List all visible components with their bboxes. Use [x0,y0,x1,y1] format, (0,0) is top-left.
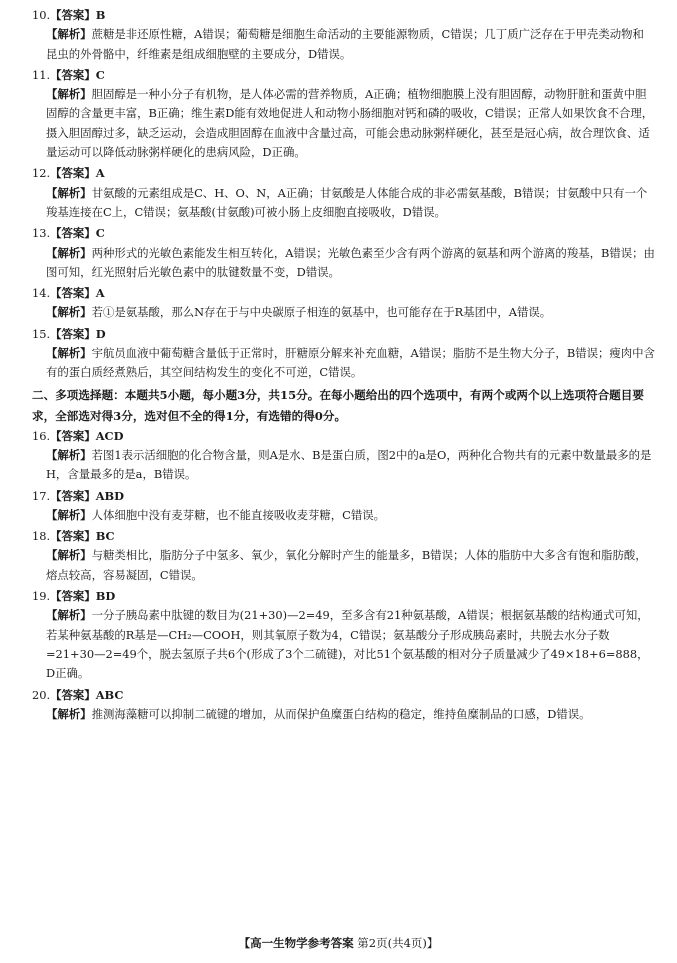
answer-label: 【答案】C [50,67,105,82]
analysis-text: 一分子胰岛素中肽键的数目为(21+30)—2=49，至多含有21种氨基酸，A错误；根据氨基酸的结构通式可知，若某种氨基酸的R基是—CH₂—COOH，则其氧原子数为4，C错误；氨基酸分子形成胰岛素时，共脱去水分子数=21+30—2=49个，脱去氢原子共6个(形成了3个二硫键)，对比51个氨基酸的相对分子质量减少了49×18+6=888，D正确。 [46,608,649,681]
analysis: 【解析】两种形式的光敏色素能发生相互转化，A错误；光敏色素至少含有两个游离的氨基和两个游离的羧基，B错误；由图可知，红光照射后光敏色素中的肽键数量不变，D错误。 [46,245,655,279]
analysis: 【解析】与糖类相比，脂肪分子中氢多、氧少，氧化分解时产生的能量多，B错误；人体的脂肪中大多含有饱和脂肪酸，熔点较高，容易凝固，C错误。 [46,548,647,582]
question-number: 19. [32,589,51,604]
analysis-text: 宇航员血液中葡萄糖含量低于正常时，肝糖原分解来补充血糖，A错误；脂肪不是生物大分子，B错误；瘦肉中含有的蛋白质经煮熟后，其空间结构发生的变化不可逆，C错误。 [46,346,655,380]
question-number: 14. [32,286,51,301]
question-number: 16. [32,428,51,443]
footer-page-number: 第2页(共4页)】 [357,936,439,950]
analysis-text: 甘氨酸的元素组成是C、H、O、N，A正确；甘氨酸是人体能合成的非必需氨基酸，B错误；甘氨酸中只有一个羧基连接在C上，C错误；氨基酸(甘氨酸)可被小肠上皮细胞直接吸收，D错误。 [46,185,648,219]
question-15 [32,325,655,383]
analysis-text: 与糖类相比，脂肪分子中氢多、氧少，氧化分解时产生的能量多，B错误；人体的脂肪中大多含有饱和脂肪酸，熔点较高，容易凝固，C错误。 [46,548,647,582]
question-20 [32,686,655,725]
question-number: 15. [32,326,51,341]
answer-label: 【答案】BC [50,529,115,544]
answer-label: 【答案】A [50,286,105,301]
question-number: 13. [32,226,51,241]
question-12 [32,164,655,222]
analysis: 【解析】若①是氨基酸，那么N存在于与中央碳原子相连的氨基中，也可能存在于R基团中，A错误。 [46,305,552,320]
question-14 [32,284,655,323]
analysis-text: 两种形式的光敏色素能发生相互转化，A错误；光敏色素至少含有两个游离的氨基和两个游离的羧基，B错误；由图可知，红光照射后光敏色素中的肽键数量不变，D错误。 [46,245,655,279]
analysis: 【解析】宇航员血液中葡萄糖含量低于正常时，肝糖原分解来补充血糖，A错误；脂肪不是生物大分子，B错误；瘦肉中含有的蛋白质经煮熟后，其空间结构发生的变化不可逆，C错误。 [46,346,655,380]
footer-title: 【高一生物学参考答案 [238,936,354,950]
answer-label: 【答案】ABD [50,488,125,503]
answer-label: 【答案】C [50,226,105,241]
question-19 [32,587,655,683]
question-number: 17. [32,488,51,503]
section-heading-multiple-choice: 二、多项选择题：本题共5小题，每小题3分，共15分。在每小题给出的四个选项中，有两个或两个以上选项符合题目要求，全部选对得3分，选对但不全的得1分，有选错的得0分。 [32,387,644,423]
answer-label: 【答案】BD [50,589,116,604]
question-number: 11. [32,67,51,82]
answer-label: 【答案】D [50,326,106,341]
question-number: 20. [32,687,51,702]
analysis-text: 人体细胞中没有麦芽糖，也不能直接吸收麦芽糖，C错误。 [91,507,386,522]
analysis: 【解析】蔗糖是非还原性糖，A错误；葡萄糖是细胞生命活动的主要能源物质，C错误；几丁质广泛存在于甲壳类动物和昆虫的外骨骼中，纤维素是组成细胞壁的主要成分，D错误。 [46,27,644,61]
question-number: 18. [32,529,51,544]
analysis-text: 推测海藻糖可以抑制二硫键的增加，从而保护鱼糜蛋白结构的稳定，维持鱼糜制品的口感，D错误。 [91,706,591,721]
question-17 [32,487,655,526]
analysis: 【解析】甘氨酸的元素组成是C、H、O、N，A正确；甘氨酸是人体能合成的非必需氨基酸，B错误；甘氨酸中只有一个羧基连接在C上，C错误；氨基酸(甘氨酸)可被小肠上皮细胞直接吸收，D错误。 [46,185,648,219]
question-16 [32,427,655,485]
page-footer [0,935,677,951]
question-11 [32,66,655,162]
analysis: 【解析】一分子胰岛素中肽键的数目为(21+30)—2=49，至多含有21种氨基酸，A错误；根据氨基酸的结构通式可知，若某种氨基酸的R基是—CH₂—COOH，则其氧原子数为4，C错误；氨基酸分子形成胰岛素时，共脱去水分子数=21+30—2=49个，脱去氢原子共6个(形成了3个二硫键)，对比51个氨基酸的相对分子质量减少了49×18+6=888，D正确。 [46,608,649,681]
analysis-text: 胆固醇是一种小分子有机物，是人体必需的营养物质，A正确；植物细胞膜上没有胆固醇，动物肝脏和蛋黄中胆固醇的含量更丰富，B正确；维生素D能有效地促进人和动物小肠细胞对钙和磷的吸收，C错误；正常人如果饮食不合理，摄入胆固醇过多，缺乏运动，会造成胆固醇在血液中含量过高，可能会患动脉粥样硬化，甚至是冠心病，故合理饮食、适量运动可以降低动脉粥样硬化的患病风险，D正确。 [46,87,654,160]
analysis: 【解析】胆固醇是一种小分子有机物，是人体必需的营养物质，A正确；植物细胞膜上没有胆固醇，动物肝脏和蛋黄中胆固醇的含量更丰富，B正确；维生素D能有效地促进人和动物小肠细胞对钙和磷的吸收，C错误；正常人如果饮食不合理，摄入胆固醇过多，缺乏运动，会造成胆固醇在血液中含量过高，可能会患动脉粥样硬化，甚至是冠心病，故合理饮食、适量运动可以降低动脉粥样硬化的患病风险，D正确。 [46,87,654,160]
analysis: 【解析】人体细胞中没有麦芽糖，也不能直接吸收麦芽糖，C错误。 [46,507,386,522]
analysis-text: 若图1表示活细胞的化合物含量，则A是水、B是蛋白质，图2中的a是O，两种化合物共有的元素中数量最多的是H，含量最多的是a，B错误。 [46,447,652,482]
question-13 [32,224,655,282]
answer-label: 【答案】B [50,8,106,22]
answer-label: 【答案】A [50,166,105,181]
question-number: 10. [32,8,51,22]
analysis-text: 若①是氨基酸，那么N存在于与中央碳原子相连的氨基中，也可能存在于R基团中，A错误。 [91,305,552,320]
question-10 [32,6,655,64]
question-number: 12. [32,166,51,181]
analysis: 【解析】推测海藻糖可以抑制二硫键的增加，从而保护鱼糜蛋白结构的稳定，维持鱼糜制品的口感，D错误。 [46,706,591,721]
analysis-text: 蔗糖是非还原性糖，A错误；葡萄糖是细胞生命活动的主要能源物质，C错误；几丁质广泛存在于甲壳类动物和昆虫的外骨骼中，纤维素是组成细胞壁的主要成分，D错误。 [46,27,644,61]
question-18 [32,527,655,585]
answer-label: 【答案】ACD [50,428,124,443]
answer-label: 【答案】ABC [50,687,124,702]
analysis: 【解析】若图1表示活细胞的化合物含量，则A是水、B是蛋白质，图2中的a是O，两种化合物共有的元素中数量最多的是H，含量最多的是a，B错误。 [46,447,652,482]
